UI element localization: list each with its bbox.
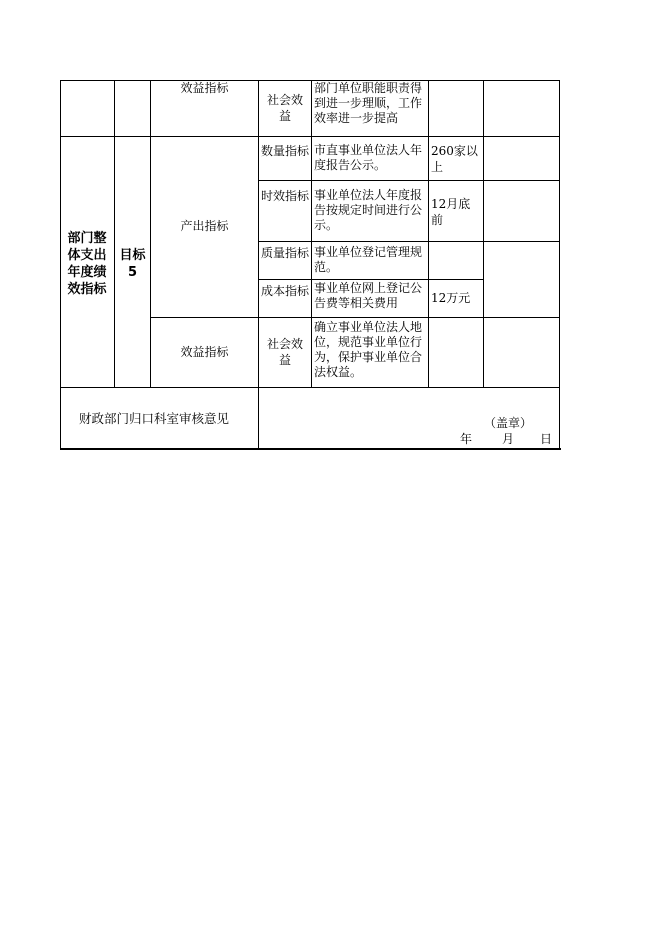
item-cost-target: 12万元: [431, 291, 471, 305]
section-title: 部门整体支出年度绩效指标: [67, 231, 107, 297]
item-cost-sub: 成本指标: [261, 284, 309, 298]
benefit-content: 确立事业单位法人地位，规范事业单位行为，保护事业单位合法权益。: [314, 320, 423, 379]
item-timeliness-content: 事业单位法人年度报告按规定时间进行公示。: [314, 188, 423, 232]
benefit-subcategory: 社会效益: [266, 337, 303, 367]
goal-label: 目标5: [119, 248, 146, 280]
item-cost-content: 事业单位网上登记公告费等相关费用: [314, 281, 423, 310]
item-quality-sub: 质量指标: [261, 246, 309, 260]
date-year: 年: [460, 432, 473, 446]
top-content: 部门单位职能职责得到进一步理顺，工作效率进一步提高: [314, 81, 423, 125]
output-category: 产出指标: [180, 219, 229, 233]
top-subcategory: 社会效益: [266, 93, 303, 123]
finance-review-label: 财政部门归口科室审核意见: [79, 411, 230, 426]
seal-label: （盖章）: [484, 416, 533, 430]
benefit-category: 效益指标: [180, 345, 229, 359]
date-month: 月: [502, 432, 515, 446]
item-timeliness-sub: 时效指标: [261, 189, 309, 203]
item-quantity-content: 市直事业单位法人年度报告公示。: [314, 143, 423, 172]
item-timeliness-target: 12月底前: [431, 197, 471, 227]
item-quality-content: 事业单位登记管理规范。: [314, 245, 423, 274]
item-quantity-target: 260家以上: [431, 144, 478, 174]
item-quantity-sub: 数量指标: [261, 144, 309, 158]
top-category: 效益指标: [180, 81, 229, 95]
date-day: 日: [540, 432, 553, 446]
